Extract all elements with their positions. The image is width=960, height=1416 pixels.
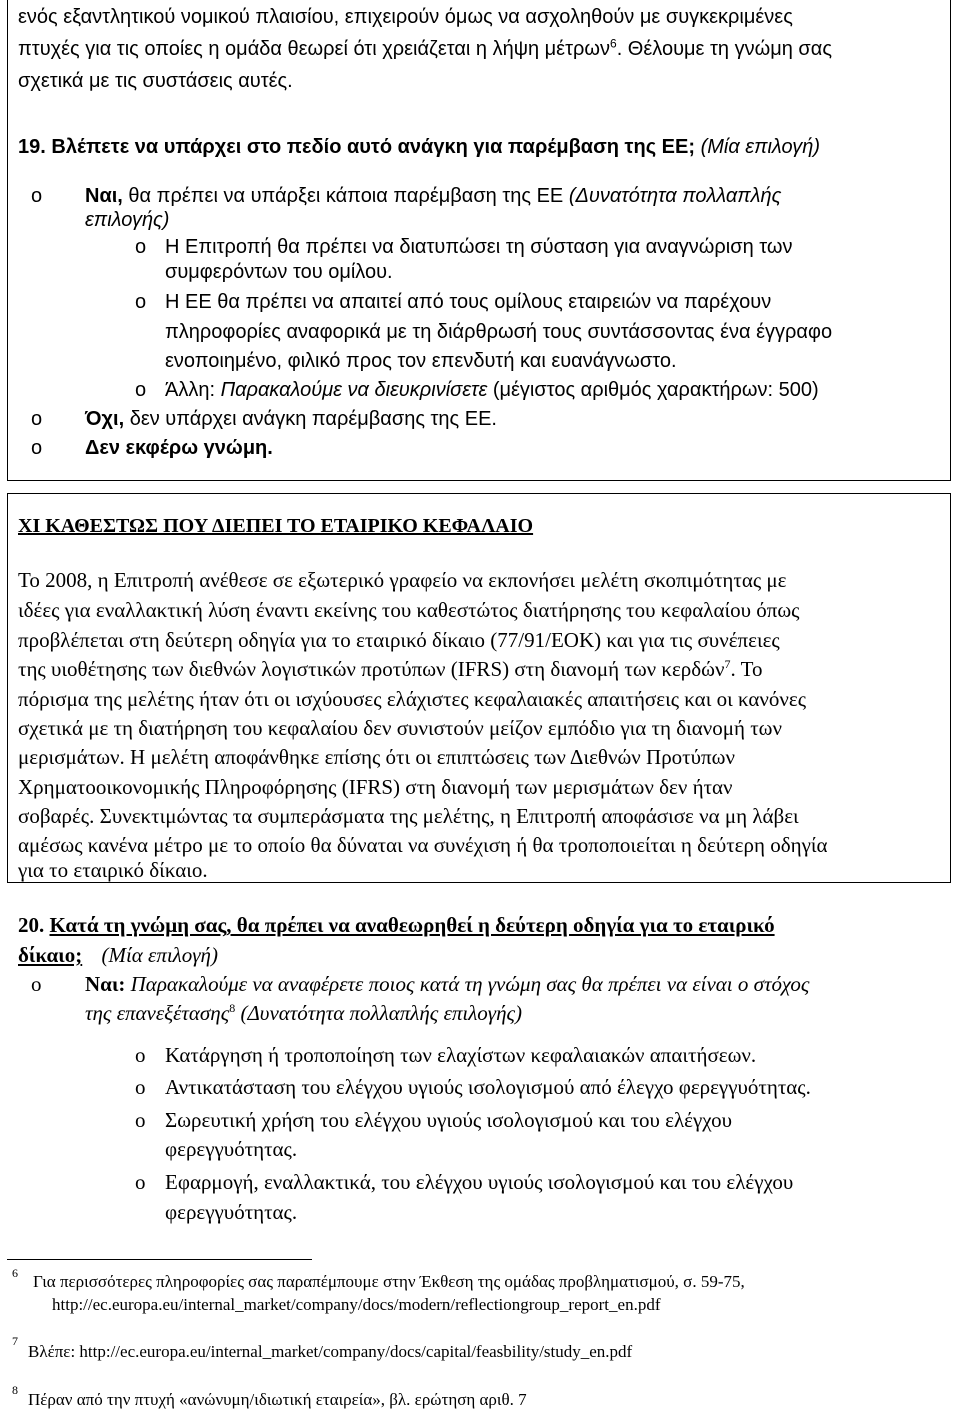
- q20-sub-option-2[interactable]: Αντικατάσταση του ελέγχου υγιούς ισολογισμού από έλεγχο φερεγγυότητας.: [165, 1075, 811, 1099]
- section-heading: XI ΚΑΘΕΣΤΩΣ ΠΟΥ ΔΙΕΠΕΙ ΤΟ ΕΤΑΙΡΙΚΟ ΚΕΦΑΛΑΙΟ: [18, 515, 534, 537]
- q19-sub-option-2-cont2: ενοποιημένο, φιλικό προς τον επενδυτή και ευανάγνωστο.: [165, 350, 677, 372]
- section-para-line: μερισμάτων. Η μελέτη αποφάνθηκε επίσης ότι οι επιπτώσεις των Διεθνών Προτύπων: [18, 745, 735, 769]
- footnote-6: Για περισσότερες πληροφορίες σας παραπέμπουμε στην Έκθεση της ομάδας προβληματισμού, σ. 59-75,: [33, 1272, 745, 1291]
- footnote-ref-7[interactable]: 7: [724, 657, 731, 671]
- intro-line-1: ενός εξαντλητικού νομικού πλαισίου, επιχειρούν όμως να ασχοληθούν με συγκεκριμένες: [18, 6, 793, 28]
- q20-sub-bullet-1[interactable]: o: [135, 1043, 146, 1067]
- q19-sub-bullet-3[interactable]: o: [135, 379, 147, 401]
- section-para-line: ιδέες για εναλλακτική λύση έναντι εκείνης του καθεστώτος διατήρησης του κεφαλαίου όπως: [18, 598, 800, 622]
- q20-sub-option-4-cont: φερεγγυότητας.: [165, 1200, 298, 1224]
- q19-sub-option-2-cont1: πληροφορίες αναφορικά με τη διάρθρωσή τους συντάσσοντας ένα έγγραφο: [165, 321, 833, 343]
- section-para-line: αμέσως κανένα μέτρο με το οποίο θα δύναται να συνέχιση ή θα τροποποιείται η δεύτερη οδηγία: [18, 833, 828, 857]
- q20-sub-bullet-4[interactable]: o: [135, 1170, 146, 1194]
- q19-bullet-yes[interactable]: o: [31, 185, 43, 207]
- section-para-line: πόρισμα της μελέτης ήταν ότι οι ισχύουσες ελάχιστες κεφαλαιακές απαιτήσεις και οι κανόνες: [18, 687, 807, 711]
- q20-sub-option-3-cont: φερεγγυότητας.: [165, 1137, 298, 1161]
- footnote-7[interactable]: Βλέπε: http://ec.europa.eu/internal_market/company/docs/capital/feasbility/study_en.pdf: [28, 1342, 633, 1361]
- footnote-8-number: 8: [12, 1383, 18, 1397]
- section-para-line: προβλέπεται στη δεύτερη οδηγία για το εταιρικό δίκαιο (77/91/ΕΟΚ) και για τις συνέπειες: [18, 628, 780, 652]
- footnote-ref-8[interactable]: 8: [229, 1001, 236, 1015]
- q20-sub-option-4[interactable]: Εφαρμογή, εναλλακτικά, του ελέγχου υγιούς ισολογισμού και του ελέγχου: [165, 1170, 794, 1194]
- q19-sub-option-other[interactable]: Άλλη: Παρακαλούμε να διευκρινίσετε (μέγιστος αριθμός χαρακτήρων: 500): [165, 379, 819, 401]
- question-20: 20. Κατά τη γνώμη σας, θα πρέπει να αναθεωρηθεί η δεύτερη οδηγία για το εταιρικό: [18, 913, 775, 937]
- q19-option-yes[interactable]: Ναι, θα πρέπει να υπάρξει κάποια παρέμβαση της ΕΕ (Δυνατότητα πολλαπλής: [85, 185, 782, 207]
- q20-sub-bullet-2[interactable]: o: [135, 1075, 146, 1099]
- q19-option-none[interactable]: Δεν εκφέρω γνώμη.: [85, 437, 273, 459]
- q19-bullet-none[interactable]: o: [31, 437, 43, 459]
- q20-sub-option-3[interactable]: Σωρευτική χρήση του ελέγχου υγιούς ισολογισμού και του ελέγχου: [165, 1108, 733, 1132]
- question-20-cont: δίκαιο; (Μία επιλογή): [18, 943, 218, 967]
- q20-option-yes[interactable]: Ναι: Παρακαλούμε να αναφέρετε ποιος κατά τη γνώμη σας θα πρέπει να είναι ο στόχος: [85, 972, 810, 996]
- section-para-line: Το 2008, η Επιτροπή ανέθεσε σε εξωτερικό γραφείο να εκπονήσει μελέτη σκοπιμότητας με: [18, 568, 787, 592]
- section-para-line: σχετικά με τη διατήρηση του κεφαλαίου δεν συνιστούν μείζον εμπόδιο για τη διανομή των: [18, 716, 782, 740]
- intro-line-3: σχετικά με τις συστάσεις αυτές.: [18, 70, 293, 92]
- footnote-ref-6[interactable]: 6: [610, 36, 617, 51]
- section-para-line: της υιοθέτησης των διεθνών λογιστικών προτύπων (IFRS) στη διανομή των κερδών$^7$. Το: [18, 657, 763, 681]
- footnote-6-link[interactable]: http://ec.europa.eu/internal_market/company/docs/modern/reflectiongroup_report_en.pdf: [52, 1295, 661, 1314]
- q20-bullet-yes[interactable]: o: [31, 972, 42, 996]
- question-19: 19. Βλέπετε να υπάρχει στο πεδίο αυτό ανάγκη για παρέμβαση της ΕΕ; (Μία επιλογή): [18, 136, 821, 158]
- q19-option-yes-mode: επιλογής): [85, 209, 170, 231]
- footnote-8: Πέραν από την πτυχή «ανώνυμη/ιδιωτική εταιρεία», βλ. ερώτηση αριθ. 7: [28, 1390, 527, 1409]
- q19-sub-bullet-1[interactable]: o: [135, 236, 147, 258]
- q19-bullet-no[interactable]: o: [31, 408, 43, 430]
- intro-line-2: πτυχές για τις οποίες η ομάδα θεωρεί ότι χρειάζεται η λήψη μέτρων$^6$. Θέλουμε τη γνώμη σας: [18, 36, 832, 60]
- footnote-separator: [7, 1259, 312, 1260]
- q20-sub-option-1[interactable]: Κατάργηση ή τροποποίηση των ελαχίστων κεφαλαιακών απαιτήσεων.: [165, 1043, 757, 1067]
- q19-sub-option-1-cont: συμφερόντων του ομίλου.: [165, 261, 393, 283]
- footnote-6-number: 6: [12, 1266, 18, 1280]
- q19-option-no[interactable]: Όχι, δεν υπάρχει ανάγκη παρέμβασης της ΕΕ.: [85, 408, 497, 430]
- section-para-line: σοβαρές. Συνεκτιμώντας τα συμπεράσματα της μελέτης, η Επιτροπή αποφάσισε να μη λάβει: [18, 804, 799, 828]
- q19-sub-bullet-2[interactable]: o: [135, 291, 147, 313]
- section-para-line: Χρηματοοικονομικής Πληροφόρησης (IFRS) στη διανομή των μερισμάτων δεν ήταν: [18, 775, 733, 799]
- footnote-7-number: 7: [12, 1334, 18, 1348]
- q19-sub-option-2[interactable]: Η ΕΕ θα πρέπει να απαιτεί από τους ομίλους εταιρειών να παρέχουν: [165, 291, 772, 313]
- section-para-line: για το εταιρικό δίκαιο.: [18, 858, 208, 882]
- q19-sub-option-1[interactable]: Η Επιτροπή θα πρέπει να διατυπώσει τη σύσταση για αναγνώριση των: [165, 236, 793, 258]
- q20-sub-bullet-3[interactable]: o: [135, 1108, 146, 1132]
- q20-option-yes-cont: της επανεξέτασης$^8$ (Δυνατότητα πολλαπλής επιλογής): [85, 1001, 522, 1025]
